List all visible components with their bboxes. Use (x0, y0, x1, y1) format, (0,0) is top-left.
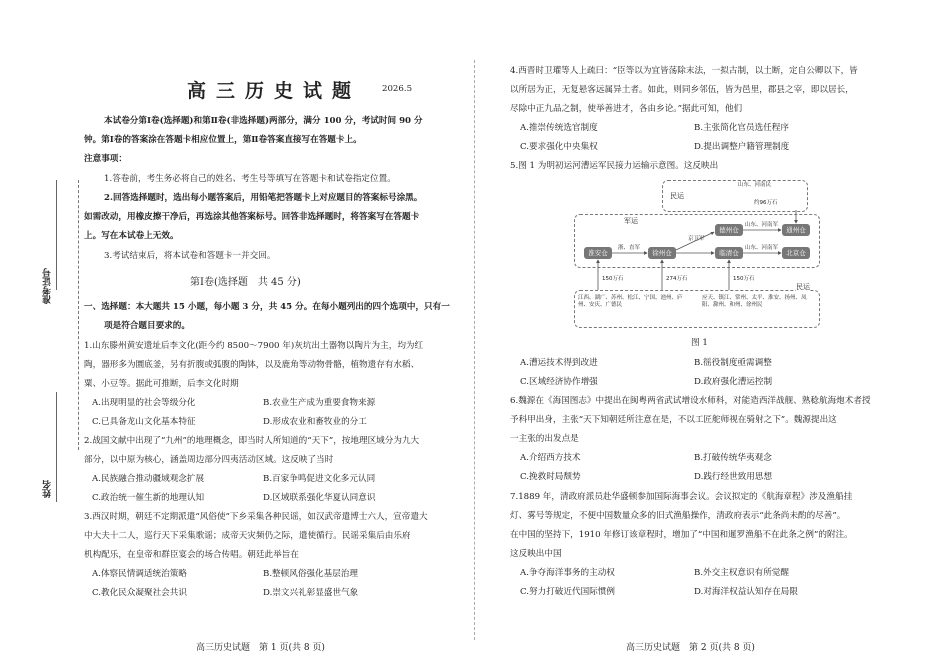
note-2: 2.回答选择题时，选出每小题答案后，用铅笔把答题卡上对应题目的答案标号涂黑。 (104, 193, 423, 203)
q7-option-b: B.外交主权意识有所觉醒 (694, 568, 789, 578)
amount-1: 150万石 (602, 276, 624, 282)
top-amount-text: 约96万石 (754, 200, 778, 206)
q7-option-a: A.争夺海洋事务的主动权 (520, 568, 615, 578)
fold-line (78, 180, 79, 450)
junyun-label: 军运 (624, 217, 638, 225)
node-dezhou: 德州仓 (715, 224, 743, 236)
node-beijing: 北京仓 (782, 247, 810, 259)
q3-option-c: C.教化民众凝聚社会共识 (92, 588, 187, 598)
q4-stem-3: 尽除中正九品之制，使举善进才，各由乡论。”据此可知，他们 (510, 104, 743, 114)
note-3: 3.考试结束后，将本试卷和答题卡一并交回。 (104, 251, 276, 261)
section-desc-1: 一、选择题：本大题共 15 小题，每小题 3 分，共 45 分。在每小题列出的四个选项中，只有一 (84, 302, 450, 312)
source-group-2: 应天、镇江、常州、太平、淮安、扬州、凤阳、滁州、和州、徐州民 (702, 295, 807, 308)
top-source-text: 山东、河南民 (738, 182, 772, 188)
q7-stem-2: 灯、雾号等规定，不便中国数量众多的旧式渔船操作，清政府表示“此条尚未酌的尽善”。 (510, 511, 846, 521)
page2-footer: 高三历史试题 第 2 页(共 8 页) (626, 643, 755, 653)
q3-stem-1: 3.西汉时期，朝廷不定期派遣“风俗使”下乡采集各种民谣，如汉武帝遣博士六人，宣帝遣大 (84, 512, 428, 522)
q4-option-a: A.推崇传统选官制度 (520, 123, 598, 133)
label-de-tong: 山东、河南军 (745, 222, 779, 228)
source-group-1: 江西、湖广、苏州、松江、宁国、池州、庐州、安庆、广德民 (578, 295, 683, 308)
exam-title: 高三历史试题 (187, 80, 362, 102)
label-huai-xu: 浙、直军 (618, 245, 641, 251)
q5-option-c: C.区域经济协作增强 (520, 377, 598, 387)
bottom-minyun-label: 民运 (796, 283, 810, 291)
q3-option-a: A.体察民情调适统治策略 (92, 569, 187, 579)
node-xuzhou: 徐州仓 (648, 247, 676, 259)
figure-caption: 图 1 (691, 338, 708, 348)
amount-3: 150万石 (733, 276, 755, 282)
q3-stem-2: 中大夫十二人，巡行天下采集歌谣；成帝天灾频仍之际，遣使循行。民谣采集后由乐府 (84, 531, 411, 541)
q1-stem-3: 粟、小豆等。据此可推断，后李文化时期 (84, 379, 239, 389)
q2-option-c: C.政治统一催生新的地理认知 (92, 493, 205, 503)
q6-option-c: C.挽救时局颓势 (520, 472, 581, 482)
q1-option-a: A.出现明显的社会等级分化 (92, 398, 196, 408)
exam-date: 2026.5 (382, 84, 413, 94)
q6-option-a: A.介绍西方技术 (520, 453, 581, 463)
q2-option-d: D.区域联系强化华夏认同意识 (263, 493, 376, 503)
notes-title: 注意事项： (84, 154, 127, 164)
q7-option-c: C.努力打破近代国际惯例 (520, 587, 615, 597)
q7-stem-3: 在中国的坚持下，1910 年修订该章程时，增加了“中国和暹罗渔船不在此条之例”的附注。 (510, 530, 853, 540)
intro-line-1: 本试卷分第Ⅰ卷(选择题)和第Ⅱ卷(非选择题)两部分，满分 100 分，考试时间 90 分 (104, 116, 423, 126)
q6-stem-1: 6.魏源在《海国图志》中提出在闽粤两省武试增设水师科，对能造西洋战舰、熟稔航海炮术者授 (510, 396, 871, 406)
q5-option-b: B.徭役制度亟需调整 (694, 358, 772, 368)
label-lin-bei: 山东、河南军 (745, 245, 779, 251)
q2-option-b: B.百家争鸣促进文化多元认同 (263, 474, 376, 484)
q4-stem-2: 以所居为正，无复悬客远属异土者。如此，则同乡邻伍，皆为邑里，郡县之宰，即以居长， (510, 85, 854, 95)
amount-2: 274万石 (666, 276, 688, 282)
top-minyun-label: 民运 (670, 192, 684, 200)
node-tongzhou: 通州仓 (782, 224, 810, 236)
intro-line-2: 钟。第Ⅰ卷的答案涂在答题卡相应位置上，第Ⅱ卷答案直接写在答题卡上。 (84, 135, 362, 145)
q2-stem-2: 部分，以中原为核心，涵盖周边部分四夷活动区域。这反映了当时 (84, 455, 334, 465)
page-divider (474, 60, 475, 640)
q6-stem-3: 一主张的出发点是 (510, 434, 579, 444)
q5-option-a: A.漕运技术得到改进 (520, 358, 598, 368)
q3-stem-3: 机构配乐，在皇帝和群臣宴会的场合传唱。朝廷此举旨在 (84, 550, 299, 560)
q3-option-b: B.整顿风俗强化基层治理 (263, 569, 358, 579)
q6-stem-2: 予科甲出身，主张“天下知朝廷所注意在是，不以工匠舵师视在骑射之下”。魏源提出这 (510, 415, 837, 425)
q7-option-d: D.对海洋权益认知存在局限 (694, 587, 798, 597)
q1-option-c: C.已具备龙山文化基本特征 (92, 417, 196, 427)
canal-transport-diagram (570, 180, 822, 328)
q1-stem-2: 陶，器形多为圜底釜，另有折腹或弧腹的陶钵，以及鹿角等动物骨骼，植物遗存有水稻、 (84, 360, 420, 370)
q4-stem-1: 4.西晋时卫瓘等人上疏曰：“臣等以为宜皆荡除末法，一拟古制，以土断，定自公卿以下，皆 (510, 66, 858, 76)
q4-option-b: B.主张简化官员选任程序 (694, 123, 789, 133)
q2-option-a: A.民族融合推动疆域观念扩展 (92, 474, 205, 484)
note-2c: 上。写在本试卷上无效。 (84, 231, 179, 241)
q6-option-b: B.打破传统华夷观念 (694, 453, 772, 463)
ticket-number-label: 准考证号 (43, 268, 53, 304)
q1-stem-1: 1.山东滕州黄安遗址后李文化(距今约 8500～7900 年)灰坑出土器物以陶片为主，均为红 (84, 341, 424, 351)
q7-stem-1: 7.1889 年，清政府派员赴华盛顿参加国际海事会议。会议拟定的《航海章程》涉及渔船挂 (510, 492, 853, 502)
q1-option-d: D.形成农业和畜牧业的分工 (263, 417, 367, 427)
q4-option-c: C.要求强化中央集权 (520, 142, 598, 152)
q5-option-d: D.政府强化漕运控制 (694, 377, 773, 387)
name-line (56, 392, 57, 502)
note-1: 1.答卷前，考生务必将自己的姓名、考生号等填写在答题卡和试卷指定位置。 (104, 174, 396, 184)
q1-option-b: B.农业生产成为重要食物来源 (263, 398, 376, 408)
q3-option-d: D.崇文兴礼彰显盛世气象 (263, 588, 359, 598)
node-linqing: 临清仓 (715, 247, 743, 259)
q2-stem-1: 2.战国文献中出现了“九州”的地理概念，即当时人所知道的“天下”，按地理区域分为九大 (84, 436, 420, 446)
note-2b: 如需改动，用橡皮擦干净后，再选涂其他答案标号。回答非选择题时，将答案写在答题卡 (84, 212, 420, 222)
q6-option-d: D.践行经世致用思想 (694, 472, 773, 482)
section-title: 第Ⅰ卷(选择题 共 45 分) (190, 277, 301, 288)
page1-footer: 高三历史试题 第 1 页(共 8 页) (196, 643, 325, 653)
q5-stem: 5.图 1 为明初运河漕运军民接力运输示意图。这反映出 (510, 161, 719, 171)
ticket-number-line (56, 180, 57, 290)
label-xu-de: 京卫军 (688, 236, 705, 242)
q7-stem-4: 这反映出中国 (510, 549, 562, 559)
name-label: 姓名 (43, 480, 53, 498)
section-desc-2: 项是符合题目要求的。 (104, 321, 190, 331)
q4-option-d: D.提出调整户籍管理制度 (694, 142, 790, 152)
node-huaian: 淮安仓 (584, 247, 612, 259)
